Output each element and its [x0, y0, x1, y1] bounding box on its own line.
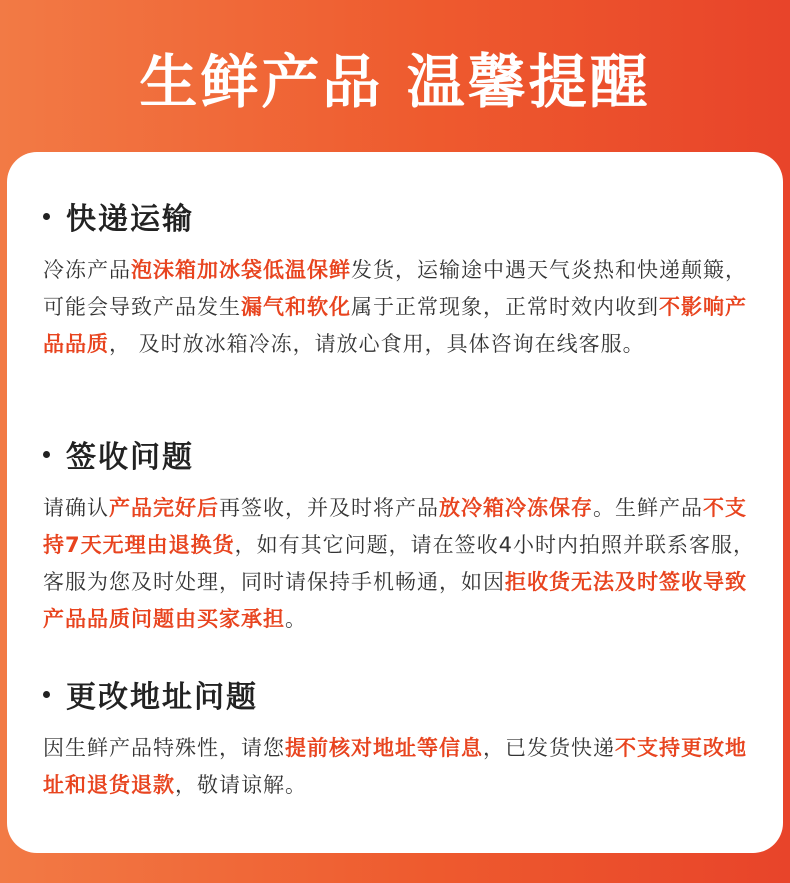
bullet-dot — [43, 451, 50, 458]
highlight-text: 放冷箱冷冻保存 — [439, 496, 593, 520]
section-heading — [43, 432, 755, 476]
highlight-text: 不支持7天无理由退换货 — [43, 496, 747, 557]
banner-title: 生鲜产品 温馨提醒 — [139, 48, 651, 116]
section-title: 签收问题 — [66, 440, 194, 475]
section-heading — [43, 672, 755, 716]
highlight-text: 产品完好后 — [109, 496, 219, 520]
section-body — [43, 730, 755, 804]
text-run: 冷冻产品 — [43, 258, 131, 282]
text-run: 再签收，并及时将产品 — [219, 496, 439, 520]
text-run: 属于正常现象，正常时效内收到 — [351, 295, 659, 319]
text-run: ， 及时放冰箱冷冻，请放心食用，具体咨询在线客服。 — [109, 332, 645, 356]
bullet-dot — [43, 213, 50, 220]
text-run: 。生鲜产品 — [593, 496, 703, 520]
highlight-text: 提前核对地址等信息 — [285, 736, 483, 760]
section-title: 快递运输 — [66, 202, 194, 237]
section-signing — [43, 432, 755, 638]
section-body — [43, 252, 755, 363]
text-run: ，敬请谅解。 — [175, 773, 307, 797]
highlight-text: 不支持更改地址和退货退款 — [43, 736, 747, 797]
highlight-text: 漏气和软化 — [241, 295, 351, 319]
highlight-text: 拒收货无法及时签收导致产品品质问题由买家承担 — [43, 570, 747, 631]
notice-card — [7, 152, 783, 853]
text-run: 发货，运输途中遇天气炎热和快递颠簸，可能会导致产品发生 — [43, 258, 747, 319]
text-run: 。 — [285, 607, 307, 631]
text-run: ，已发货快递 — [483, 736, 615, 760]
bullet-dot — [43, 691, 50, 698]
text-run: ，如有其它问题，请在签收4小时内拍照并联系客服，客服为您及时处理，同时请保持手机畅通，如因 — [43, 533, 755, 594]
section-address — [43, 672, 755, 804]
section-body — [43, 490, 755, 638]
section-title: 更改地址问题 — [66, 680, 258, 715]
highlight-text: 不影响产品品质 — [43, 295, 747, 356]
text-run: 因生鲜产品特殊性，请您 — [43, 736, 285, 760]
highlight-text: 泡沫箱加冰袋低温保鲜 — [131, 258, 351, 282]
section-heading — [43, 194, 755, 238]
section-shipping — [43, 194, 755, 363]
text-run: 请确认 — [43, 496, 109, 520]
